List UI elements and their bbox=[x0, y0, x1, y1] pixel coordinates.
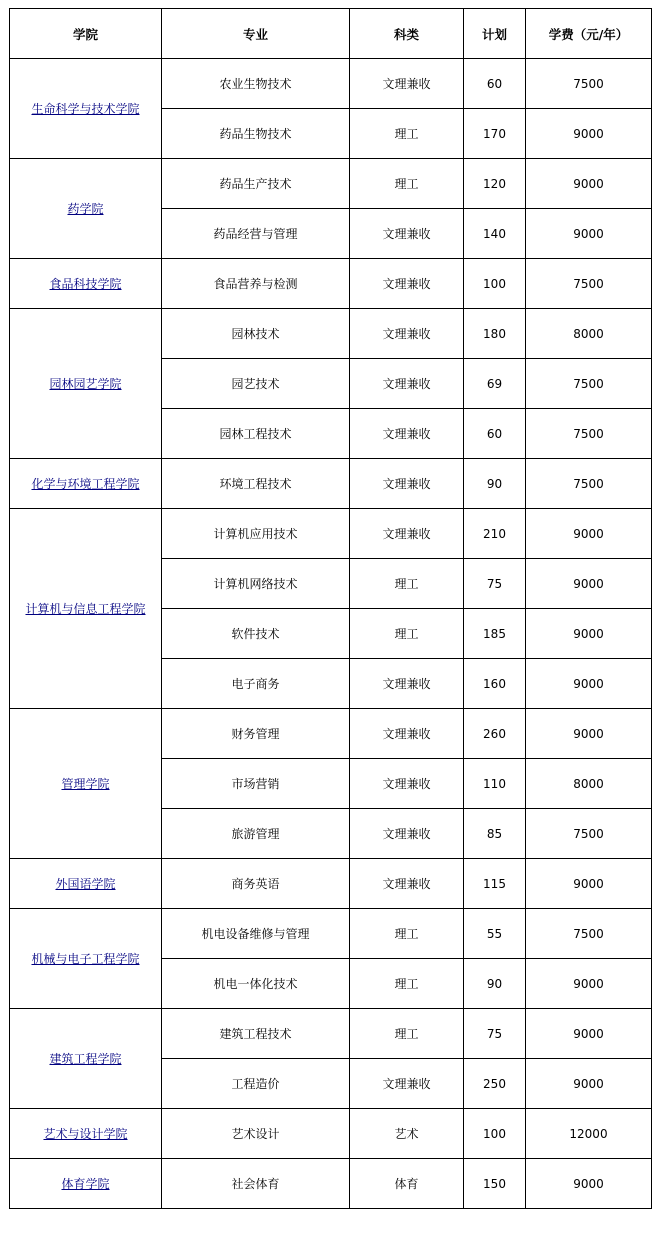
table-row bbox=[10, 1009, 652, 1059]
category-cell: 文理兼收 bbox=[350, 259, 464, 309]
category-cell: 文理兼收 bbox=[350, 459, 464, 509]
major-cell: 计算机网络技术 bbox=[162, 559, 350, 609]
category-cell: 文理兼收 bbox=[350, 59, 464, 109]
plan-cell: 85 bbox=[464, 809, 526, 859]
category-cell: 理工 bbox=[350, 109, 464, 159]
major-cell: 药品生物技术 bbox=[162, 109, 350, 159]
plan-cell: 260 bbox=[464, 709, 526, 759]
college-cell bbox=[10, 159, 162, 259]
fee-cell: 9000 bbox=[526, 509, 652, 559]
fee-cell: 9000 bbox=[526, 709, 652, 759]
college-cell bbox=[10, 1009, 162, 1109]
plan-cell: 75 bbox=[464, 559, 526, 609]
fee-cell: 7500 bbox=[526, 809, 652, 859]
major-cell: 农业生物技术 bbox=[162, 59, 350, 109]
table-row bbox=[10, 1109, 652, 1159]
fee-cell: 9000 bbox=[526, 559, 652, 609]
category-cell: 文理兼收 bbox=[350, 409, 464, 459]
category-cell: 文理兼收 bbox=[350, 509, 464, 559]
table-body bbox=[10, 59, 652, 1209]
fee-cell: 9000 bbox=[526, 159, 652, 209]
major-cell: 园艺技术 bbox=[162, 359, 350, 409]
header-row bbox=[10, 9, 652, 59]
header-plan: 计划 bbox=[464, 9, 526, 59]
fee-cell: 7500 bbox=[526, 909, 652, 959]
major-cell: 软件技术 bbox=[162, 609, 350, 659]
header-major: 专业 bbox=[162, 9, 350, 59]
category-cell: 理工 bbox=[350, 1009, 464, 1059]
category-cell: 文理兼收 bbox=[350, 809, 464, 859]
table-row bbox=[10, 309, 652, 359]
table-row bbox=[10, 509, 652, 559]
category-cell: 艺术 bbox=[350, 1109, 464, 1159]
plan-cell: 90 bbox=[464, 459, 526, 509]
major-cell: 计算机应用技术 bbox=[162, 509, 350, 559]
fee-cell: 8000 bbox=[526, 759, 652, 809]
category-cell: 理工 bbox=[350, 159, 464, 209]
major-cell: 机电设备维修与管理 bbox=[162, 909, 350, 959]
college-cell bbox=[10, 309, 162, 459]
table-row bbox=[10, 59, 652, 109]
fee-cell: 9000 bbox=[526, 659, 652, 709]
major-cell: 园林工程技术 bbox=[162, 409, 350, 459]
fee-cell: 9000 bbox=[526, 1059, 652, 1109]
major-cell: 市场营销 bbox=[162, 759, 350, 809]
college-link[interactable]: 艺术与设计学院 bbox=[43, 1127, 128, 1141]
table-row bbox=[10, 909, 652, 959]
fee-cell: 8000 bbox=[526, 309, 652, 359]
fee-cell: 9000 bbox=[526, 1159, 652, 1209]
college-link[interactable]: 化学与环境工程学院 bbox=[31, 477, 140, 491]
category-cell: 文理兼收 bbox=[350, 859, 464, 909]
category-cell: 文理兼收 bbox=[350, 1059, 464, 1109]
fee-cell: 7500 bbox=[526, 409, 652, 459]
college-link[interactable]: 生命科学与技术学院 bbox=[31, 102, 140, 116]
table-row bbox=[10, 709, 652, 759]
fee-cell: 9000 bbox=[526, 209, 652, 259]
college-cell bbox=[10, 1109, 162, 1159]
category-cell: 理工 bbox=[350, 959, 464, 1009]
college-cell bbox=[10, 709, 162, 859]
table-row bbox=[10, 1159, 652, 1209]
major-cell: 环境工程技术 bbox=[162, 459, 350, 509]
admissions-table bbox=[9, 8, 652, 1209]
plan-cell: 75 bbox=[464, 1009, 526, 1059]
fee-cell: 9000 bbox=[526, 1009, 652, 1059]
fee-cell: 9000 bbox=[526, 859, 652, 909]
college-link[interactable]: 外国语学院 bbox=[55, 877, 116, 891]
fee-cell: 7500 bbox=[526, 59, 652, 109]
plan-cell: 150 bbox=[464, 1159, 526, 1209]
plan-cell: 110 bbox=[464, 759, 526, 809]
major-cell: 艺术设计 bbox=[162, 1109, 350, 1159]
plan-cell: 69 bbox=[464, 359, 526, 409]
category-cell: 文理兼收 bbox=[350, 309, 464, 359]
major-cell: 园林技术 bbox=[162, 309, 350, 359]
plan-cell: 210 bbox=[464, 509, 526, 559]
fee-cell: 12000 bbox=[526, 1109, 652, 1159]
table-row bbox=[10, 459, 652, 509]
college-link[interactable]: 园林园艺学院 bbox=[49, 377, 122, 391]
header-college: 学院 bbox=[10, 9, 162, 59]
fee-cell: 7500 bbox=[526, 459, 652, 509]
plan-cell: 60 bbox=[464, 59, 526, 109]
college-link[interactable]: 机械与电子工程学院 bbox=[31, 952, 140, 966]
plan-cell: 90 bbox=[464, 959, 526, 1009]
major-cell: 商务英语 bbox=[162, 859, 350, 909]
fee-cell: 9000 bbox=[526, 609, 652, 659]
college-cell bbox=[10, 509, 162, 709]
major-cell: 药品经营与管理 bbox=[162, 209, 350, 259]
category-cell: 文理兼收 bbox=[350, 359, 464, 409]
major-cell: 财务管理 bbox=[162, 709, 350, 759]
college-cell bbox=[10, 1159, 162, 1209]
table-row bbox=[10, 259, 652, 309]
category-cell: 文理兼收 bbox=[350, 759, 464, 809]
college-cell bbox=[10, 859, 162, 909]
table-header bbox=[10, 9, 652, 59]
college-link[interactable]: 计算机与信息工程学院 bbox=[25, 602, 146, 616]
fee-cell: 7500 bbox=[526, 359, 652, 409]
college-link[interactable]: 建筑工程学院 bbox=[49, 1052, 122, 1066]
major-cell: 社会体育 bbox=[162, 1159, 350, 1209]
college-cell bbox=[10, 909, 162, 1009]
college-cell bbox=[10, 59, 162, 159]
header-category: 科类 bbox=[350, 9, 464, 59]
college-link[interactable]: 食品科技学院 bbox=[49, 277, 122, 291]
plan-cell: 115 bbox=[464, 859, 526, 909]
plan-cell: 100 bbox=[464, 1109, 526, 1159]
category-cell: 体育 bbox=[350, 1159, 464, 1209]
fee-cell: 9000 bbox=[526, 109, 652, 159]
plan-cell: 55 bbox=[464, 909, 526, 959]
category-cell: 文理兼收 bbox=[350, 209, 464, 259]
plan-cell: 185 bbox=[464, 609, 526, 659]
fee-cell: 7500 bbox=[526, 259, 652, 309]
major-cell: 建筑工程技术 bbox=[162, 1009, 350, 1059]
category-cell: 文理兼收 bbox=[350, 709, 464, 759]
plan-cell: 170 bbox=[464, 109, 526, 159]
major-cell: 药品生产技术 bbox=[162, 159, 350, 209]
category-cell: 理工 bbox=[350, 909, 464, 959]
category-cell: 文理兼收 bbox=[350, 659, 464, 709]
fee-cell: 9000 bbox=[526, 959, 652, 1009]
major-cell: 工程造价 bbox=[162, 1059, 350, 1109]
table-row bbox=[10, 859, 652, 909]
header-fee: 学费（元/年） bbox=[526, 9, 652, 59]
major-cell: 旅游管理 bbox=[162, 809, 350, 859]
plan-cell: 120 bbox=[464, 159, 526, 209]
plan-cell: 100 bbox=[464, 259, 526, 309]
college-link[interactable]: 管理学院 bbox=[61, 777, 110, 791]
major-cell: 电子商务 bbox=[162, 659, 350, 709]
college-link[interactable]: 体育学院 bbox=[61, 1177, 110, 1191]
college-cell bbox=[10, 259, 162, 309]
category-cell: 理工 bbox=[350, 559, 464, 609]
college-link[interactable]: 药学院 bbox=[67, 202, 104, 216]
table-row bbox=[10, 159, 652, 209]
college-cell bbox=[10, 459, 162, 509]
major-cell: 机电一体化技术 bbox=[162, 959, 350, 1009]
plan-cell: 140 bbox=[464, 209, 526, 259]
category-cell: 理工 bbox=[350, 609, 464, 659]
plan-cell: 180 bbox=[464, 309, 526, 359]
major-cell: 食品营养与检测 bbox=[162, 259, 350, 309]
plan-cell: 160 bbox=[464, 659, 526, 709]
plan-cell: 250 bbox=[464, 1059, 526, 1109]
plan-cell: 60 bbox=[464, 409, 526, 459]
